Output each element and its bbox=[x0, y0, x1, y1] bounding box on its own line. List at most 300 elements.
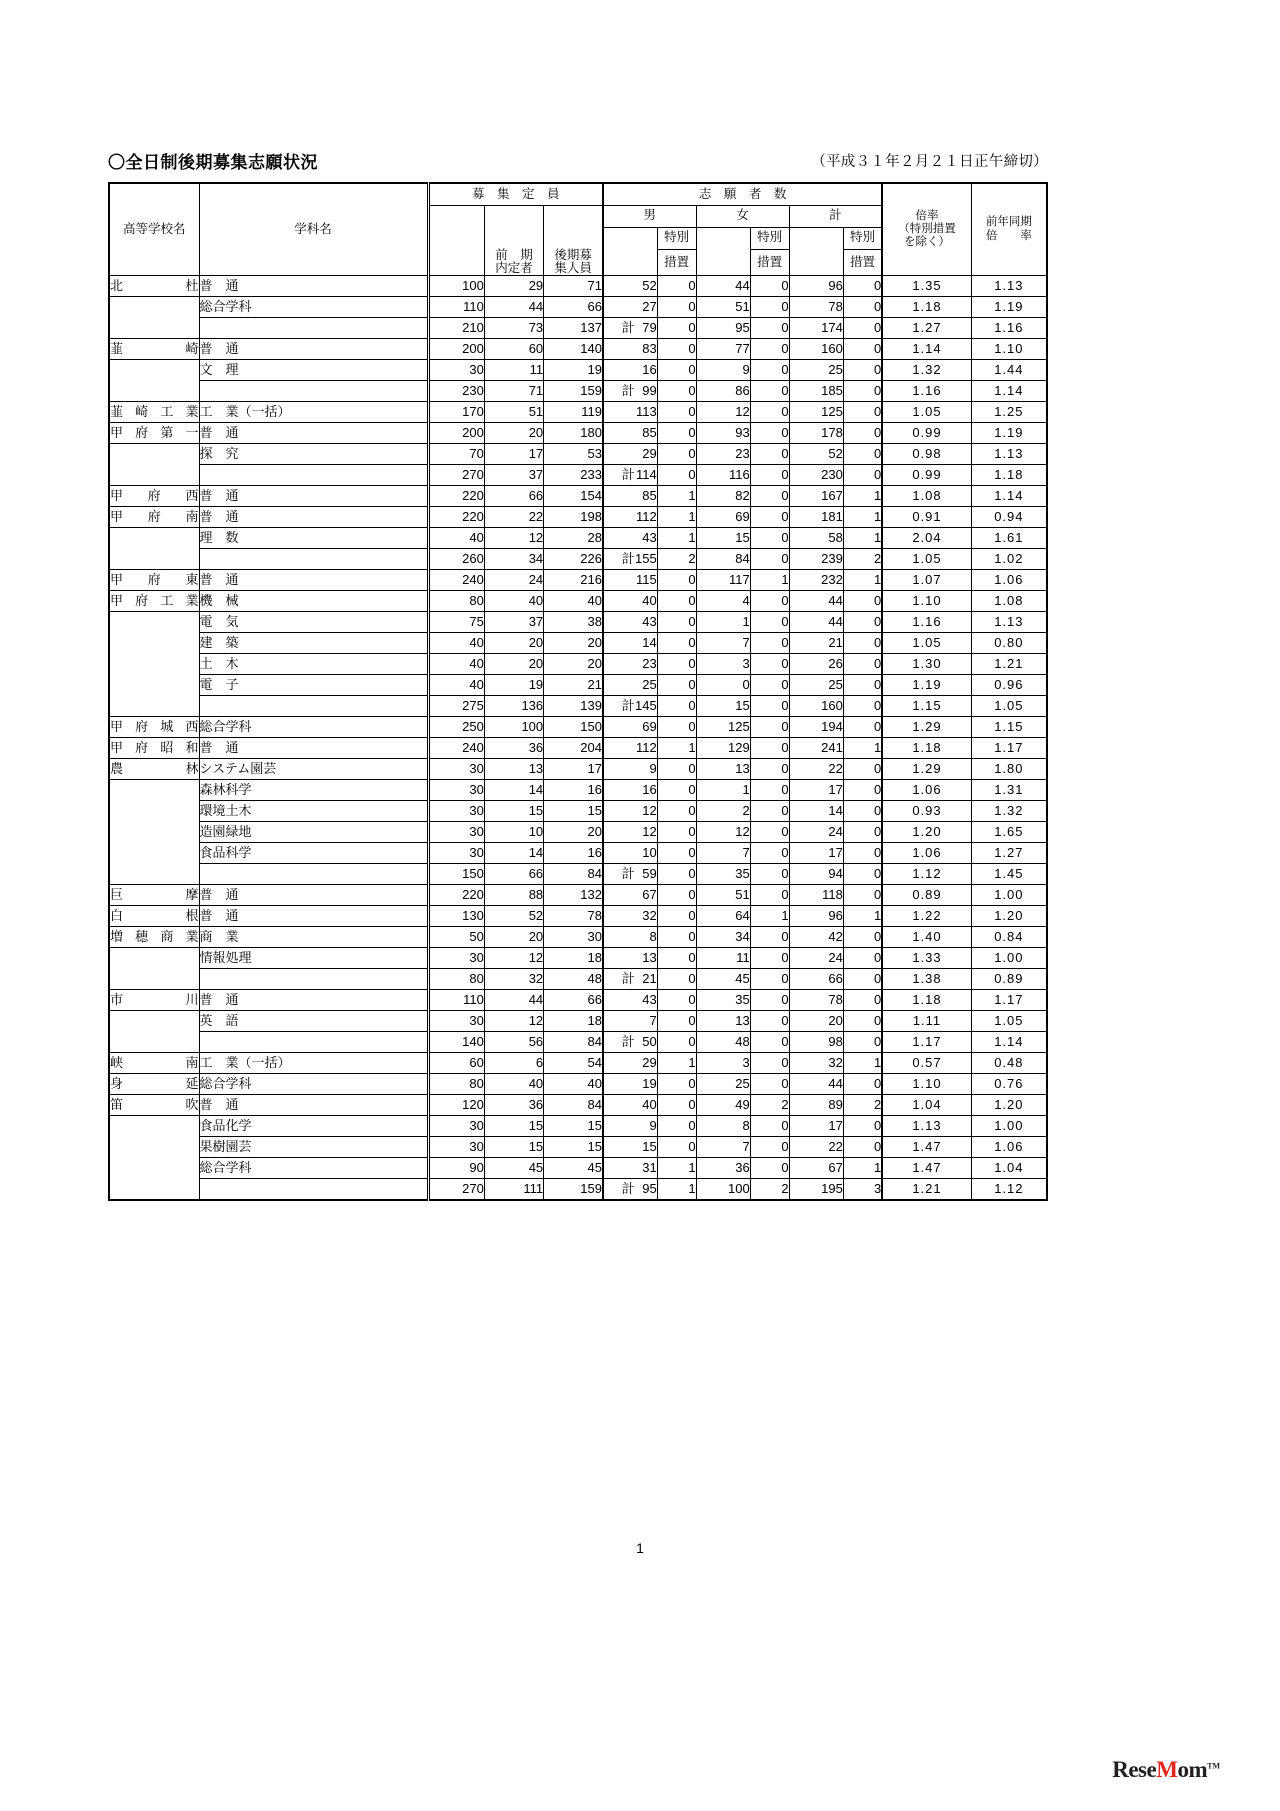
table-row bbox=[109, 633, 1047, 654]
cell-female-count: 116 bbox=[696, 465, 750, 486]
cell-female-count: 1 bbox=[696, 612, 750, 633]
logo-part-2: M bbox=[1156, 1757, 1178, 1782]
cell-subtotal-label: 計 bbox=[199, 465, 428, 486]
cell-female-special: 0 bbox=[750, 1137, 789, 1158]
cell-male-special: 1 bbox=[657, 1158, 696, 1179]
cell-ratio: 1.47 bbox=[882, 1137, 971, 1158]
cell-prev-year-ratio: 1.25 bbox=[971, 402, 1047, 423]
cell-total-count: 17 bbox=[789, 780, 843, 801]
cell-capacity-total: 30 bbox=[428, 822, 484, 843]
cell-dept-name: 普 通 bbox=[199, 738, 428, 759]
cell-male-special: 0 bbox=[657, 339, 696, 360]
cell-total-count: 14 bbox=[789, 801, 843, 822]
cell-female-count: 36 bbox=[696, 1158, 750, 1179]
cell-male-count: 83 bbox=[603, 339, 657, 360]
header-male-special-line2: 措置 bbox=[657, 249, 696, 276]
cell-kouki-boshu: 20 bbox=[544, 654, 603, 675]
cell-ratio: 1.18 bbox=[882, 297, 971, 318]
table-row bbox=[109, 507, 1047, 528]
cell-kouki-boshu: 154 bbox=[544, 486, 603, 507]
cell-zenki-naitei: 10 bbox=[484, 822, 543, 843]
table-row bbox=[109, 738, 1047, 759]
cell-total-count: 20 bbox=[789, 1011, 843, 1032]
cell-male-count: 43 bbox=[603, 528, 657, 549]
cell-dept-name: 普 通 bbox=[199, 990, 428, 1011]
cell-zenki-naitei: 36 bbox=[484, 1095, 543, 1116]
header-female-count bbox=[696, 227, 750, 276]
cell-male-count: 43 bbox=[603, 990, 657, 1011]
cell-capacity-total: 80 bbox=[428, 1074, 484, 1095]
cell-school-name: 市 川 bbox=[109, 990, 199, 1011]
table-row bbox=[109, 402, 1047, 423]
cell-male-count: 43 bbox=[603, 612, 657, 633]
cell-male-special: 0 bbox=[657, 1011, 696, 1032]
cell-kouki-boshu: 54 bbox=[544, 1053, 603, 1074]
cell-dept-name: 土 木 bbox=[199, 654, 428, 675]
cell-dept-name: 普 通 bbox=[199, 276, 428, 297]
cell-male-count: 19 bbox=[603, 1074, 657, 1095]
cell-kouki-boshu: 119 bbox=[544, 402, 603, 423]
cell-female-special: 0 bbox=[750, 843, 789, 864]
cell-male-count: 32 bbox=[603, 906, 657, 927]
cell-male-special: 0 bbox=[657, 465, 696, 486]
cell-ratio: 0.99 bbox=[882, 465, 971, 486]
cell-capacity-total: 140 bbox=[428, 1032, 484, 1053]
cell-capacity-total: 30 bbox=[428, 843, 484, 864]
cell-female-count: 4 bbox=[696, 591, 750, 612]
cell-school-name bbox=[109, 1137, 199, 1158]
cell-school-name bbox=[109, 360, 199, 381]
cell-dept-name: 総合学科 bbox=[199, 297, 428, 318]
cell-school-name: 増穂商業 bbox=[109, 927, 199, 948]
cell-total-count: 52 bbox=[789, 444, 843, 465]
cell-total-special: 0 bbox=[843, 780, 882, 801]
cell-female-special: 0 bbox=[750, 381, 789, 402]
cell-male-special: 0 bbox=[657, 906, 696, 927]
cell-prev-year-ratio: 1.08 bbox=[971, 591, 1047, 612]
cell-prev-year-ratio: 1.16 bbox=[971, 318, 1047, 339]
cell-total-special: 0 bbox=[843, 591, 882, 612]
cell-dept-name: 電 気 bbox=[199, 612, 428, 633]
table-row bbox=[109, 696, 1047, 717]
cell-capacity-total: 110 bbox=[428, 990, 484, 1011]
cell-female-count: 23 bbox=[696, 444, 750, 465]
cell-male-special: 0 bbox=[657, 360, 696, 381]
cell-kouki-boshu: 15 bbox=[544, 1137, 603, 1158]
cell-total-special: 0 bbox=[843, 948, 882, 969]
cell-female-special: 0 bbox=[750, 927, 789, 948]
cell-prev-year-ratio: 1.45 bbox=[971, 864, 1047, 885]
cell-male-count: 67 bbox=[603, 885, 657, 906]
cell-kouki-boshu: 66 bbox=[544, 990, 603, 1011]
cell-school-name: 韮 崎 bbox=[109, 339, 199, 360]
cell-female-special: 0 bbox=[750, 1053, 789, 1074]
cell-zenki-naitei: 12 bbox=[484, 528, 543, 549]
cell-zenki-naitei: 20 bbox=[484, 633, 543, 654]
cell-male-special: 0 bbox=[657, 717, 696, 738]
cell-kouki-boshu: 19 bbox=[544, 360, 603, 381]
cell-kouki-boshu: 84 bbox=[544, 1032, 603, 1053]
cell-total-count: 32 bbox=[789, 1053, 843, 1074]
cell-female-special: 1 bbox=[750, 570, 789, 591]
cell-female-count: 77 bbox=[696, 339, 750, 360]
cell-male-count: 23 bbox=[603, 654, 657, 675]
cell-school-name bbox=[109, 1116, 199, 1137]
cell-school-name bbox=[109, 318, 199, 339]
cell-school-name: 甲府城西 bbox=[109, 717, 199, 738]
cell-ratio: 0.57 bbox=[882, 1053, 971, 1074]
header-zenki-line1: 前 期 bbox=[495, 248, 533, 262]
cell-male-count: 79 bbox=[603, 318, 657, 339]
cell-zenki-naitei: 136 bbox=[484, 696, 543, 717]
page-title: 〇全日制後期募集志願状況 bbox=[108, 153, 318, 172]
cell-prev-year-ratio: 1.06 bbox=[971, 1137, 1047, 1158]
cell-capacity-total: 270 bbox=[428, 465, 484, 486]
cell-female-count: 8 bbox=[696, 1116, 750, 1137]
table-row bbox=[109, 1179, 1047, 1200]
cell-male-special: 1 bbox=[657, 486, 696, 507]
table-row bbox=[109, 990, 1047, 1011]
cell-female-count: 15 bbox=[696, 696, 750, 717]
cell-male-count: 69 bbox=[603, 717, 657, 738]
cell-zenki-naitei: 17 bbox=[484, 444, 543, 465]
cell-school-name bbox=[109, 465, 199, 486]
cell-total-special: 0 bbox=[843, 801, 882, 822]
cell-kouki-boshu: 20 bbox=[544, 822, 603, 843]
table-row bbox=[109, 885, 1047, 906]
cell-zenki-naitei: 52 bbox=[484, 906, 543, 927]
cell-female-count: 34 bbox=[696, 927, 750, 948]
statistics-table-container bbox=[108, 182, 1048, 1201]
cell-male-count: 12 bbox=[603, 801, 657, 822]
cell-female-special: 0 bbox=[750, 528, 789, 549]
cell-female-count: 7 bbox=[696, 1137, 750, 1158]
cell-zenki-naitei: 20 bbox=[484, 654, 543, 675]
table-body bbox=[109, 276, 1047, 1200]
cell-kouki-boshu: 40 bbox=[544, 1074, 603, 1095]
cell-total-count: 58 bbox=[789, 528, 843, 549]
cell-total-count: 78 bbox=[789, 297, 843, 318]
cell-school-name: 笛 吹 bbox=[109, 1095, 199, 1116]
logo-trademark: TM bbox=[1207, 1761, 1220, 1771]
cell-zenki-naitei: 19 bbox=[484, 675, 543, 696]
cell-dept-name: 環境土木 bbox=[199, 801, 428, 822]
cell-total-count: 174 bbox=[789, 318, 843, 339]
cell-capacity-total: 100 bbox=[428, 276, 484, 297]
cell-female-count: 25 bbox=[696, 1074, 750, 1095]
cell-male-special: 0 bbox=[657, 1074, 696, 1095]
cell-female-count: 93 bbox=[696, 423, 750, 444]
cell-ratio: 1.15 bbox=[882, 696, 971, 717]
cell-male-special: 0 bbox=[657, 948, 696, 969]
page-number: 1 bbox=[636, 1540, 644, 1556]
cell-prev-year-ratio: 0.84 bbox=[971, 927, 1047, 948]
table-row bbox=[109, 780, 1047, 801]
logo-part-1: Rese bbox=[1112, 1757, 1157, 1782]
cell-prev-year-ratio: 1.32 bbox=[971, 801, 1047, 822]
cell-ratio: 1.16 bbox=[882, 612, 971, 633]
cell-ratio: 1.47 bbox=[882, 1158, 971, 1179]
cell-male-special: 0 bbox=[657, 318, 696, 339]
cell-total-count: 26 bbox=[789, 654, 843, 675]
cell-female-special: 0 bbox=[750, 969, 789, 990]
cell-school-name bbox=[109, 822, 199, 843]
cell-male-special: 0 bbox=[657, 927, 696, 948]
cell-total-special: 0 bbox=[843, 633, 882, 654]
cell-kouki-boshu: 140 bbox=[544, 339, 603, 360]
cell-female-special: 0 bbox=[750, 759, 789, 780]
cell-prev-year-ratio: 1.05 bbox=[971, 1011, 1047, 1032]
header-capacity-spacer-a bbox=[484, 205, 543, 249]
cell-ratio: 1.13 bbox=[882, 1116, 971, 1137]
cell-total-special: 0 bbox=[843, 1011, 882, 1032]
cell-total-special: 0 bbox=[843, 843, 882, 864]
cell-total-count: 96 bbox=[789, 906, 843, 927]
cell-zenki-naitei: 15 bbox=[484, 801, 543, 822]
cell-zenki-naitei: 40 bbox=[484, 591, 543, 612]
cell-capacity-total: 30 bbox=[428, 1116, 484, 1137]
cell-ratio: 1.05 bbox=[882, 402, 971, 423]
cell-female-special: 2 bbox=[750, 1179, 789, 1200]
cell-subtotal-label: 計 bbox=[199, 1179, 428, 1200]
cell-female-special: 0 bbox=[750, 486, 789, 507]
cell-dept-name: 工 業（一括） bbox=[199, 1053, 428, 1074]
cell-female-special: 0 bbox=[750, 297, 789, 318]
cell-total-count: 66 bbox=[789, 969, 843, 990]
cell-female-count: 51 bbox=[696, 885, 750, 906]
cell-total-count: 185 bbox=[789, 381, 843, 402]
cell-zenki-naitei: 6 bbox=[484, 1053, 543, 1074]
cell-total-count: 239 bbox=[789, 549, 843, 570]
cell-subtotal-label: 計 bbox=[199, 381, 428, 402]
cell-male-count: 114 bbox=[603, 465, 657, 486]
cell-kouki-boshu: 16 bbox=[544, 780, 603, 801]
cell-dept-name: 電 子 bbox=[199, 675, 428, 696]
table-row bbox=[109, 948, 1047, 969]
table-row bbox=[109, 276, 1047, 297]
cell-capacity-total: 230 bbox=[428, 381, 484, 402]
cell-capacity-total: 275 bbox=[428, 696, 484, 717]
cell-male-special: 2 bbox=[657, 549, 696, 570]
cell-total-special: 0 bbox=[843, 612, 882, 633]
cell-capacity-total: 30 bbox=[428, 1011, 484, 1032]
cell-male-special: 0 bbox=[657, 885, 696, 906]
cell-female-special: 0 bbox=[750, 822, 789, 843]
cell-male-count: 95 bbox=[603, 1179, 657, 1200]
cell-total-count: 178 bbox=[789, 423, 843, 444]
cell-male-count: 9 bbox=[603, 759, 657, 780]
cell-capacity-total: 30 bbox=[428, 948, 484, 969]
cell-school-name bbox=[109, 780, 199, 801]
cell-ratio: 1.08 bbox=[882, 486, 971, 507]
cell-ratio: 1.10 bbox=[882, 591, 971, 612]
cell-total-count: 232 bbox=[789, 570, 843, 591]
cell-school-name bbox=[109, 1179, 199, 1200]
cell-prev-year-ratio: 1.05 bbox=[971, 696, 1047, 717]
table-row bbox=[109, 360, 1047, 381]
cell-prev-year-ratio: 1.17 bbox=[971, 990, 1047, 1011]
cell-female-count: 45 bbox=[696, 969, 750, 990]
table-row bbox=[109, 549, 1047, 570]
cell-capacity-total: 40 bbox=[428, 528, 484, 549]
cell-total-count: 96 bbox=[789, 276, 843, 297]
cell-total-count: 194 bbox=[789, 717, 843, 738]
cell-ratio: 1.18 bbox=[882, 738, 971, 759]
cell-total-special: 2 bbox=[843, 1095, 882, 1116]
cell-school-name bbox=[109, 948, 199, 969]
header-capacity-spacer-b bbox=[544, 205, 603, 249]
cell-total-count: 167 bbox=[789, 486, 843, 507]
cell-kouki-boshu: 21 bbox=[544, 675, 603, 696]
cell-prev-year-ratio: 1.13 bbox=[971, 612, 1047, 633]
cell-capacity-total: 110 bbox=[428, 297, 484, 318]
cell-total-count: 230 bbox=[789, 465, 843, 486]
cell-prev-year-ratio: 0.80 bbox=[971, 633, 1047, 654]
cell-kouki-boshu: 15 bbox=[544, 1116, 603, 1137]
cell-female-special: 0 bbox=[750, 549, 789, 570]
cell-subtotal-label: 計 bbox=[199, 864, 428, 885]
cell-female-special: 0 bbox=[750, 612, 789, 633]
cell-total-special: 0 bbox=[843, 465, 882, 486]
cell-school-name: 甲府昭和 bbox=[109, 738, 199, 759]
cell-ratio: 1.21 bbox=[882, 1179, 971, 1200]
cell-male-special: 0 bbox=[657, 444, 696, 465]
cell-male-count: 85 bbox=[603, 486, 657, 507]
cell-male-special: 1 bbox=[657, 1179, 696, 1200]
cell-male-count: 145 bbox=[603, 696, 657, 717]
cell-female-special: 0 bbox=[750, 402, 789, 423]
cell-school-name bbox=[109, 1158, 199, 1179]
cell-prev-year-ratio: 1.02 bbox=[971, 549, 1047, 570]
cell-zenki-naitei: 37 bbox=[484, 612, 543, 633]
cell-capacity-total: 130 bbox=[428, 906, 484, 927]
cell-school-name: 北 杜 bbox=[109, 276, 199, 297]
cell-prev-year-ratio: 1.13 bbox=[971, 444, 1047, 465]
cell-prev-year-ratio: 0.89 bbox=[971, 969, 1047, 990]
header-prev-line2: 倍 率 bbox=[985, 229, 1032, 242]
header-school-name: 高等学校名 bbox=[109, 183, 199, 276]
cell-male-count: 8 bbox=[603, 927, 657, 948]
cell-total-count: 67 bbox=[789, 1158, 843, 1179]
cell-capacity-total: 200 bbox=[428, 339, 484, 360]
header-dept-name: 学科名 bbox=[199, 183, 428, 276]
cell-ratio: 1.35 bbox=[882, 276, 971, 297]
cell-male-special: 0 bbox=[657, 276, 696, 297]
cell-male-count: 16 bbox=[603, 780, 657, 801]
cell-female-count: 51 bbox=[696, 297, 750, 318]
header-male-count bbox=[603, 227, 657, 276]
cell-female-count: 13 bbox=[696, 759, 750, 780]
cell-total-special: 0 bbox=[843, 717, 882, 738]
cell-total-count: 78 bbox=[789, 990, 843, 1011]
header-total: 計 bbox=[789, 205, 882, 227]
table-row bbox=[109, 528, 1047, 549]
cell-male-special: 0 bbox=[657, 675, 696, 696]
cell-total-count: 160 bbox=[789, 339, 843, 360]
cell-prev-year-ratio: 1.19 bbox=[971, 297, 1047, 318]
cell-kouki-boshu: 71 bbox=[544, 276, 603, 297]
cell-kouki-boshu: 17 bbox=[544, 759, 603, 780]
cell-kouki-boshu: 233 bbox=[544, 465, 603, 486]
cell-subtotal-label: 計 bbox=[199, 1032, 428, 1053]
cell-female-special: 0 bbox=[750, 696, 789, 717]
cell-male-count: 25 bbox=[603, 675, 657, 696]
cell-prev-year-ratio: 1.61 bbox=[971, 528, 1047, 549]
cell-total-special: 1 bbox=[843, 906, 882, 927]
cell-total-count: 22 bbox=[789, 759, 843, 780]
cell-female-special: 0 bbox=[750, 507, 789, 528]
cell-male-special: 0 bbox=[657, 801, 696, 822]
cell-male-special: 0 bbox=[657, 570, 696, 591]
table-row bbox=[109, 339, 1047, 360]
cell-school-name: 農 林 bbox=[109, 759, 199, 780]
cell-zenki-naitei: 111 bbox=[484, 1179, 543, 1200]
cell-male-count: 112 bbox=[603, 507, 657, 528]
header-ratio-line1: 倍率 bbox=[915, 209, 939, 222]
cell-male-count: 31 bbox=[603, 1158, 657, 1179]
cell-capacity-total: 240 bbox=[428, 738, 484, 759]
cell-total-count: 24 bbox=[789, 822, 843, 843]
cell-dept-name: 普 通 bbox=[199, 885, 428, 906]
cell-total-special: 1 bbox=[843, 570, 882, 591]
cell-male-special: 1 bbox=[657, 507, 696, 528]
cell-capacity-total: 120 bbox=[428, 1095, 484, 1116]
cell-male-count: 52 bbox=[603, 276, 657, 297]
cell-school-name bbox=[109, 1032, 199, 1053]
cell-female-count: 35 bbox=[696, 990, 750, 1011]
cell-school-name: 峡 南 bbox=[109, 1053, 199, 1074]
cell-prev-year-ratio: 1.00 bbox=[971, 1116, 1047, 1137]
cell-male-special: 0 bbox=[657, 969, 696, 990]
cell-ratio: 1.17 bbox=[882, 1032, 971, 1053]
cell-total-special: 0 bbox=[843, 885, 882, 906]
cell-male-count: 27 bbox=[603, 297, 657, 318]
cell-ratio: 1.20 bbox=[882, 822, 971, 843]
cell-female-special: 2 bbox=[750, 1095, 789, 1116]
cell-female-special: 0 bbox=[750, 1116, 789, 1137]
cell-total-count: 89 bbox=[789, 1095, 843, 1116]
header-prev-line1: 前年同期 bbox=[985, 216, 1032, 229]
cell-female-count: 117 bbox=[696, 570, 750, 591]
cell-school-name bbox=[109, 381, 199, 402]
cell-prev-year-ratio: 1.31 bbox=[971, 780, 1047, 801]
cell-kouki-boshu: 66 bbox=[544, 297, 603, 318]
cell-female-count: 129 bbox=[696, 738, 750, 759]
cell-ratio: 1.30 bbox=[882, 654, 971, 675]
header-prev-year-ratio bbox=[971, 183, 1047, 276]
cell-female-special: 0 bbox=[750, 948, 789, 969]
cell-school-name: 巨 摩 bbox=[109, 885, 199, 906]
cell-total-special: 0 bbox=[843, 927, 882, 948]
cell-total-special: 0 bbox=[843, 969, 882, 990]
cell-prev-year-ratio: 1.04 bbox=[971, 1158, 1047, 1179]
cell-total-special: 0 bbox=[843, 318, 882, 339]
cell-ratio: 1.12 bbox=[882, 864, 971, 885]
cell-total-special: 0 bbox=[843, 822, 882, 843]
cell-school-name bbox=[109, 654, 199, 675]
cell-female-special: 0 bbox=[750, 717, 789, 738]
cell-school-name bbox=[109, 612, 199, 633]
cell-total-count: 94 bbox=[789, 864, 843, 885]
header-applicants-group: 志 願 者 数 bbox=[603, 183, 882, 205]
table-row bbox=[109, 906, 1047, 927]
cell-female-count: 64 bbox=[696, 906, 750, 927]
cell-subtotal-label: 計 bbox=[199, 696, 428, 717]
cell-female-special: 0 bbox=[750, 360, 789, 381]
cell-kouki-boshu: 53 bbox=[544, 444, 603, 465]
cell-female-count: 48 bbox=[696, 1032, 750, 1053]
cell-dept-name: 普 通 bbox=[199, 570, 428, 591]
